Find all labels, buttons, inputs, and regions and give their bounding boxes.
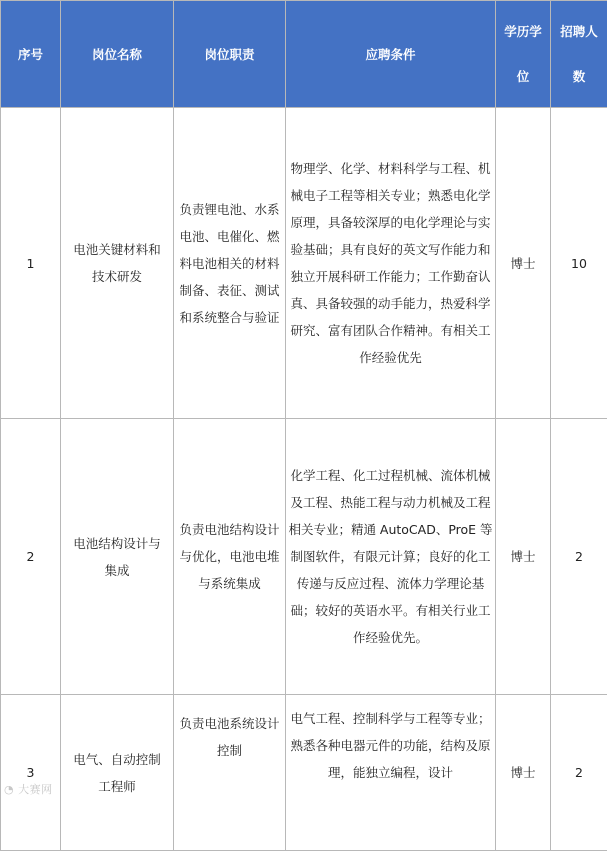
table-row (1, 419, 607, 695)
row-index: 1 (1, 108, 61, 419)
watermark-logo: ◔ 大赛网 (4, 781, 53, 797)
row-duty: 负责电池结构设计与优化，电池电堆与系统集成 (174, 419, 286, 695)
row-degree: 博士 (496, 419, 551, 695)
header-count: 招聘人 数 (551, 1, 607, 108)
header-index: 序号 (1, 1, 61, 108)
header-degree: 学历学 位 (496, 1, 551, 108)
row-index: 3 (1, 695, 61, 851)
table-header-row (1, 1, 607, 108)
row-requirement: 物理学、化学、材料科学与工程、机械电子工程等相关专业；熟悉电化学原理，具备较深厚的电化学理论与实验基础；具有良好的英文写作能力和独立开展科研工作能力；工作勤奋认真、具备较强的动手能力，热爱科学研究、富有团队合作精神。有相关工作经验优先 (286, 108, 496, 419)
row-degree: 博士 (496, 695, 551, 851)
row-duty: 负责电池系统设计控制 (174, 695, 286, 851)
row-requirement: 电气工程、控制科学与工程等专业；熟悉各种电器元件的功能，结构及原理，能独立编程，设计 (286, 695, 496, 851)
row-index: 2 (1, 419, 61, 695)
weibo-icon: ◔ (4, 783, 14, 796)
row-count: 10 (551, 108, 607, 419)
header-duty: 岗位职责 (174, 1, 286, 108)
header-requirement: 应聘条件 (286, 1, 496, 108)
row-duty: 负责锂电池、水系电池、电催化、燃料电池相关的材料制备、表征、测试和系统整合与验证 (174, 108, 286, 419)
row-title: 电池结构设计与 集成 (61, 419, 174, 695)
row-requirement: 化学工程、化工过程机械、流体机械及工程、热能工程与动力机械及工程相关专业；精通 AutoCAD、ProE 等制图软件，有限元计算；良好的化工传递与反应过程、流体力学理论基础；较好的英语水平。有相关行业工作经验优先。 (286, 419, 496, 695)
table-row (1, 695, 607, 851)
header-title: 岗位名称 (61, 1, 174, 108)
row-count: 2 (551, 419, 607, 695)
row-title: 电气、自动控制 工程师 (61, 695, 174, 851)
row-degree: 博士 (496, 108, 551, 419)
row-count: 2 (551, 695, 607, 851)
row-title: 电池关键材料和 技术研发 (61, 108, 174, 419)
table-row (1, 108, 607, 419)
